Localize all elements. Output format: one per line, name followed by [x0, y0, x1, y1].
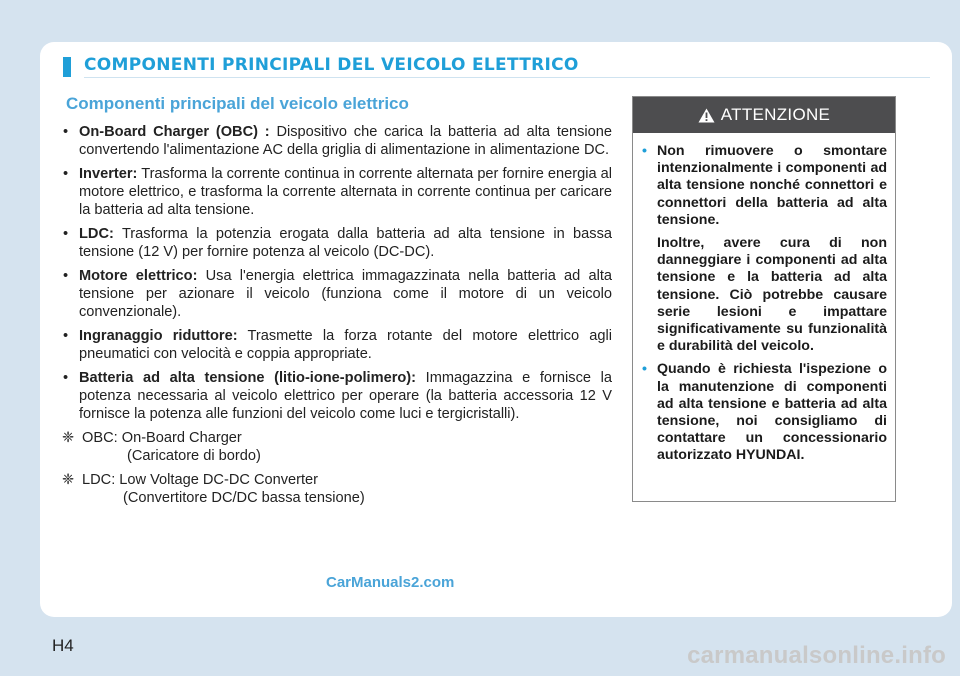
- bullet-dot-icon: •: [642, 143, 647, 159]
- warning-item: [641, 361, 887, 464]
- warning-triangle-icon: [698, 108, 715, 123]
- bullet-dot-icon: •: [63, 328, 69, 344]
- bullet-text: Immagazzina e fornisce la potenza necessaria al veicolo elettrico per operare (la batteria accessoria 12 V fornisce la potenza alle funzioni del veicolo come luci e tergicristalli).: [79, 370, 612, 422]
- warning-continuation: Inoltre, avere cura di non danneggiare i componenti ad alta tensione e la batteria ad alta tensione. Ciò potrebbe causare serie lesioni e impattare significativamente su funzionalità e durabilità del veicolo.: [657, 235, 887, 355]
- warning-item: [641, 143, 887, 229]
- warning-box: [632, 96, 896, 502]
- bullet-dot-icon: •: [63, 166, 69, 182]
- warning-title: ATTENZIONE: [720, 105, 831, 124]
- bullet-text: Trasforma la corrente continua in corrente alternata per fornire energia al motore elettrico, e trasforma la corrente alternata in corrente continua per caricare la batteria ad alta tensione.: [79, 166, 612, 218]
- page-number: H4: [52, 636, 74, 655]
- note-line: LDC: Low Voltage DC-DC Converter: [82, 472, 319, 488]
- note-line: (Convertitore DC/DC bassa tensione): [123, 490, 365, 506]
- bullet-text: Dispositivo che carica la batteria ad alta tensione convertendo l'alimentazione AC della griglia di alimentazione in alimentazione DC.: [79, 124, 613, 158]
- bullet-label: LDC:: [79, 226, 114, 242]
- bullet-label: On-Board Charger (OBC) :: [79, 124, 270, 140]
- header-divider: [84, 77, 930, 78]
- bullet-label: Batteria ad alta tensione (litio-ione-polimero):: [79, 370, 417, 386]
- footnote: [62, 429, 612, 465]
- bullet-dot-icon: •: [63, 370, 69, 386]
- bullet-item: [62, 327, 612, 363]
- bullet-text: Trasforma la potenzia erogata dalla batteria ad alta tensione in bassa tensione (12 V) per fornire potenza al veicolo (DC-DC).: [79, 226, 612, 260]
- header-accent-bar: [63, 57, 71, 77]
- bullet-item: [62, 123, 612, 159]
- section-title: Componenti principali del veicolo elettrico: [66, 94, 409, 113]
- warning-header: [633, 97, 895, 133]
- bullet-item: [62, 267, 612, 321]
- note-mark-icon: ❈: [62, 430, 75, 446]
- note-mark-icon: ❈: [62, 472, 75, 488]
- bullet-dot-icon: •: [63, 268, 69, 284]
- bullet-dot-icon: •: [642, 361, 647, 378]
- note-line: (Caricatore di bordo): [127, 448, 261, 464]
- watermark-carmanualsonline[interactable]: carmanualsonline.info: [687, 642, 946, 669]
- bullet-text: Usa l'energia elettrica immagazzinata nella batteria ad alta tensione per azionare il veicolo (funziona come il motore di un veicolo convenzionale).: [79, 268, 612, 320]
- watermark-carmanuals2[interactable]: CarManuals2.com: [326, 574, 455, 591]
- bullet-item: [62, 225, 612, 261]
- main-content: [62, 123, 612, 513]
- warning-text: Non rimuovere o smontare intenzionalmente i componenti ad alta tensione nonché connettori e connettori della batteria ad alta tensione.: [657, 143, 887, 228]
- note-line: OBC: On-Board Charger: [82, 430, 242, 446]
- bullet-item: [62, 165, 612, 219]
- warning-text: Quando è richiesta l'ispezione o la manutenzione di componenti ad alta tensione e batteria ad alta tensione, noi consigliamo di contattare un concessionario autorizzato HYUNDAI.: [657, 361, 887, 464]
- warning-body: [633, 133, 895, 465]
- bullet-dot-icon: •: [63, 124, 69, 140]
- bullet-label: Motore elettrico:: [79, 268, 198, 284]
- bullet-label: Ingranaggio riduttore:: [79, 328, 238, 344]
- bullet-text: Trasmette la forza rotante del motore elettrico agli pneumatici con velocità e coppia appropriate.: [79, 328, 612, 362]
- footnote: [62, 471, 612, 507]
- bullet-dot-icon: •: [63, 226, 69, 242]
- bullet-label: Inverter:: [79, 166, 138, 182]
- page-header-title: COMPONENTI PRINCIPALI DEL VEICOLO ELETTRICO: [84, 55, 579, 75]
- bullet-item: [62, 369, 612, 423]
